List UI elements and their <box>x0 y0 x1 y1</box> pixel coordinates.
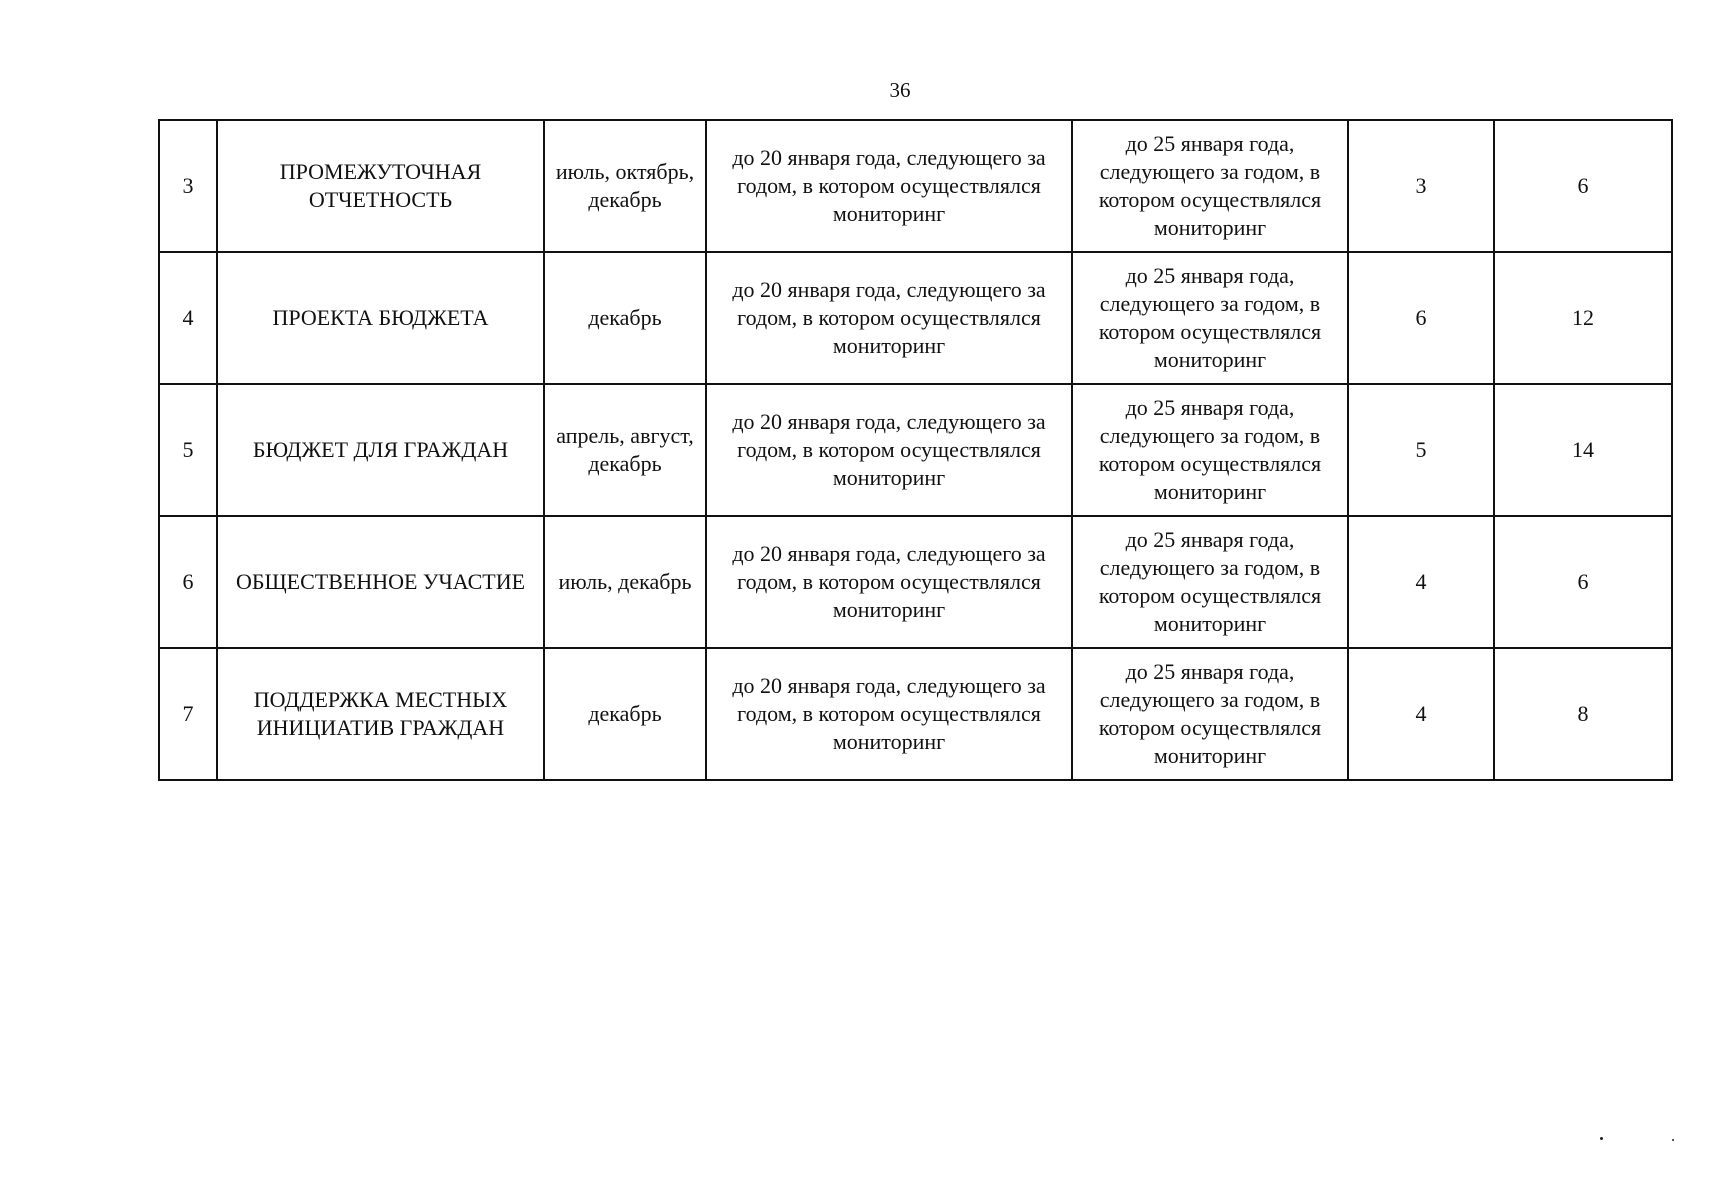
row-period: декабрь <box>544 252 706 384</box>
page-number: 36 <box>889 78 911 102</box>
row-value-b: 8 <box>1494 648 1672 780</box>
table-row <box>159 252 1672 384</box>
row-value-b: 6 <box>1494 120 1672 252</box>
row-name: ПРОЕКТА БЮДЖЕТА <box>217 252 544 384</box>
row-name: ПРОМЕЖУТОЧНАЯ ОТЧЕТНОСТЬ <box>217 120 544 252</box>
table-row <box>159 384 1672 516</box>
row-value-b: 12 <box>1494 252 1672 384</box>
row-number: 4 <box>159 252 217 384</box>
row-name: БЮДЖЕТ ДЛЯ ГРАЖДАН <box>217 384 544 516</box>
row-term-submit: до 20 января года, следующего за годом, в котором осуществлялся мониторинг <box>706 384 1072 516</box>
row-term-review: до 25 января года, следующего за годом, в котором осуществлялся мониторинг <box>1072 120 1348 252</box>
row-number: 3 <box>159 120 217 252</box>
row-value-a: 4 <box>1348 648 1494 780</box>
row-name: ПОДДЕРЖКА МЕСТНЫХ ИНИЦИАТИВ ГРАЖДАН <box>217 648 544 780</box>
monitoring-table <box>158 119 1673 781</box>
table-row <box>159 648 1672 780</box>
row-number: 7 <box>159 648 217 780</box>
row-value-a: 3 <box>1348 120 1494 252</box>
row-term-review: до 25 января года, следующего за годом, в котором осуществлялся мониторинг <box>1072 252 1348 384</box>
row-value-a: 4 <box>1348 516 1494 648</box>
row-term-review: до 25 января года, следующего за годом, в котором осуществлялся мониторинг <box>1072 648 1348 780</box>
row-period: декабрь <box>544 648 706 780</box>
row-name: ОБЩЕСТВЕННОЕ УЧАСТИЕ <box>217 516 544 648</box>
row-term-submit: до 20 января года, следующего за годом, в котором осуществлялся мониторинг <box>706 516 1072 648</box>
scan-speck <box>1672 1139 1674 1141</box>
row-value-a: 5 <box>1348 384 1494 516</box>
row-value-a: 6 <box>1348 252 1494 384</box>
row-period: июль, октябрь, декабрь <box>544 120 706 252</box>
row-term-submit: до 20 января года, следующего за годом, в котором осуществлялся мониторинг <box>706 648 1072 780</box>
row-number: 6 <box>159 516 217 648</box>
row-value-b: 14 <box>1494 384 1672 516</box>
row-term-submit: до 20 января года, следующего за годом, в котором осуществлялся мониторинг <box>706 252 1072 384</box>
row-number: 5 <box>159 384 217 516</box>
row-term-review: до 25 января года, следующего за годом, в котором осуществлялся мониторинг <box>1072 516 1348 648</box>
table-row <box>159 120 1672 252</box>
row-period: июль, декабрь <box>544 516 706 648</box>
row-term-submit: до 20 января года, следующего за годом, в котором осуществлялся мониторинг <box>706 120 1072 252</box>
row-term-review: до 25 января года, следующего за годом, в котором осуществлялся мониторинг <box>1072 384 1348 516</box>
row-value-b: 6 <box>1494 516 1672 648</box>
row-period: апрель, август, декабрь <box>544 384 706 516</box>
table-row <box>159 516 1672 648</box>
scan-speck <box>1600 1137 1603 1140</box>
